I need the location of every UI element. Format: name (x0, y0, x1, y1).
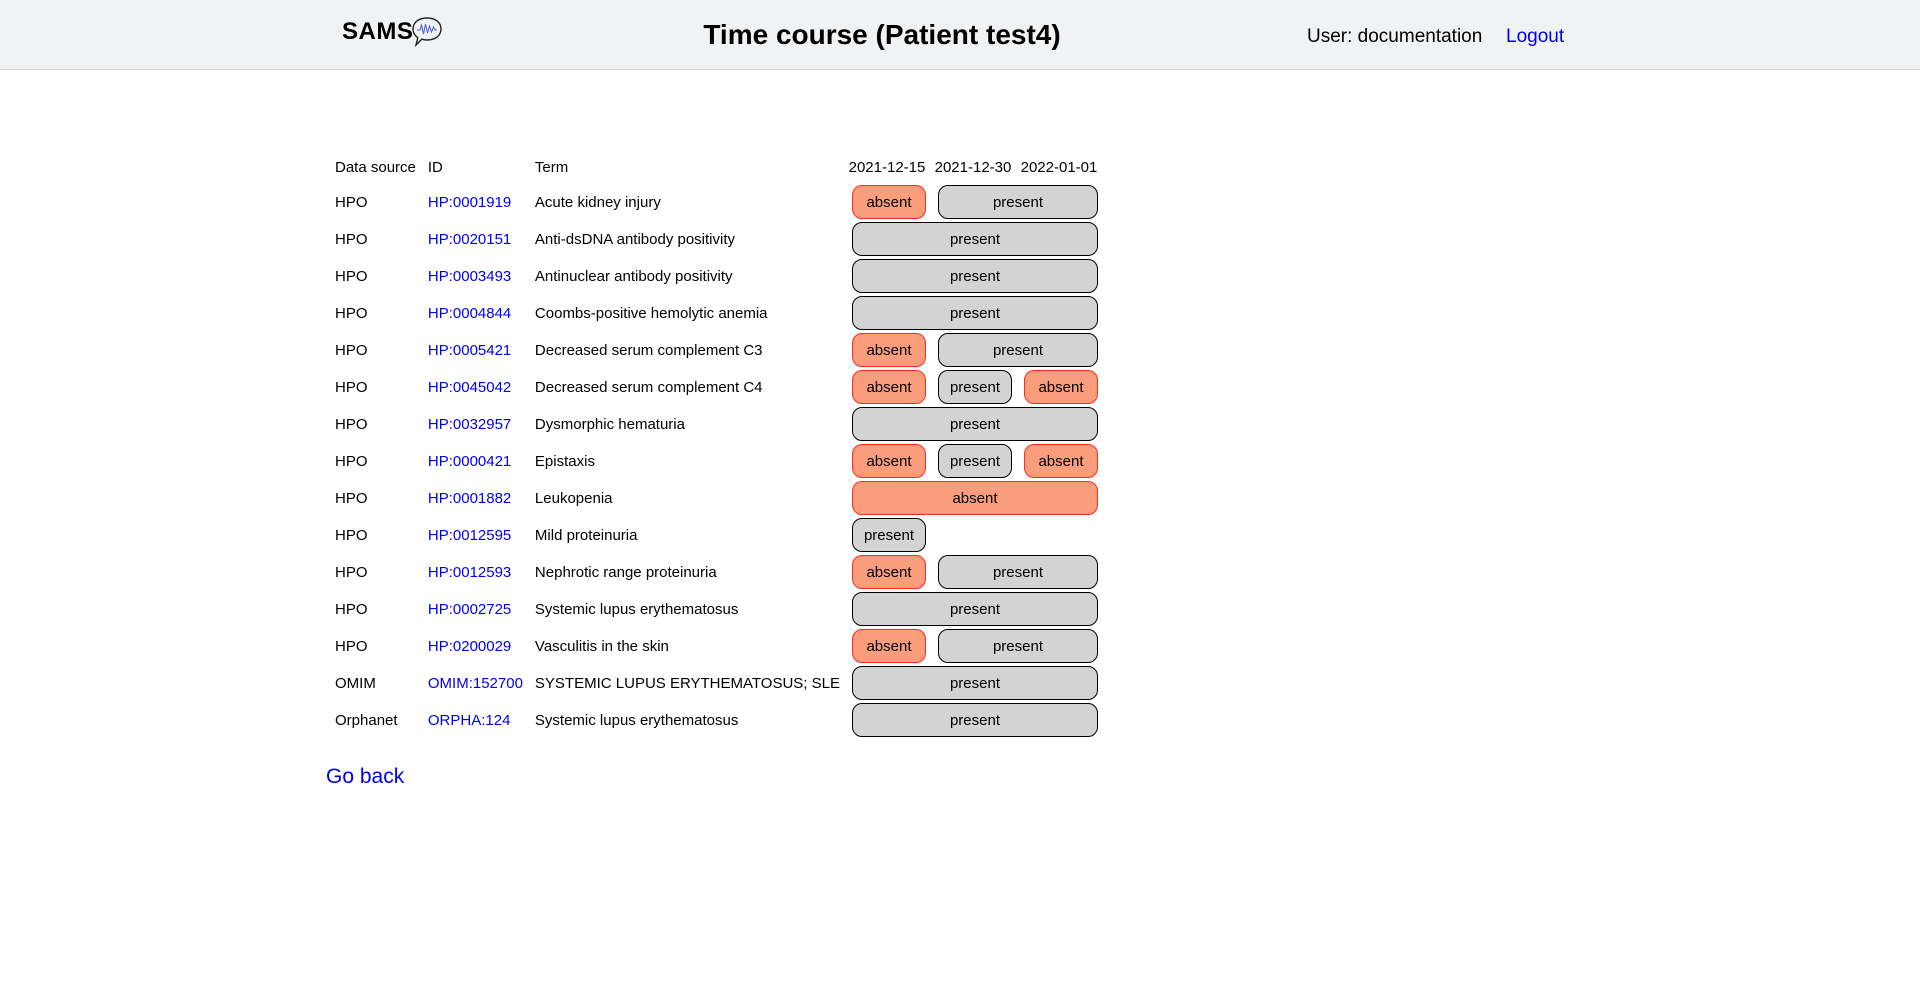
status-cell (846, 666, 1104, 700)
term-cell: Systemic lupus erythematosus (534, 600, 739, 618)
term-id-link[interactable]: HP:0000421 (427, 452, 512, 470)
term-cell: Leukopenia (534, 489, 613, 507)
term-cell: Mild proteinuria (534, 526, 638, 544)
status-cell (932, 370, 1018, 404)
status-cell (846, 222, 1104, 256)
status-present-pill[interactable]: present (938, 555, 1098, 589)
status-cell (1018, 370, 1104, 404)
time-course-table (329, 149, 1104, 740)
term-id-link[interactable]: HP:0012593 (427, 563, 512, 581)
status-cell (846, 407, 1104, 441)
term-id-link[interactable]: HP:0200029 (427, 637, 512, 655)
table-row (329, 518, 1104, 552)
status-present-pill[interactable]: present (852, 222, 1098, 256)
table-body (329, 185, 1104, 737)
status-cell (932, 555, 1104, 589)
status-absent-pill[interactable]: absent (852, 370, 926, 404)
status-cell (846, 518, 932, 552)
column-header-date: 2022-01-01 (1020, 158, 1098, 176)
status-cell (932, 629, 1104, 663)
status-present-pill[interactable]: present (938, 370, 1012, 404)
column-header-data-source: Data source (335, 158, 416, 176)
status-absent-pill[interactable]: absent (852, 185, 926, 219)
term-id-link[interactable]: HP:0004844 (427, 304, 512, 322)
term-id-link[interactable]: HP:0012595 (427, 526, 512, 544)
term-id-link[interactable]: ORPHA:124 (427, 711, 511, 729)
table-row (329, 222, 1104, 256)
status-cell (846, 555, 932, 589)
table-row (329, 333, 1104, 367)
data-source-cell: HPO (335, 341, 368, 359)
go-back-link[interactable]: Go back (326, 765, 405, 788)
id-cell (422, 259, 529, 293)
data-source-cell: OMIM (335, 674, 376, 692)
status-cell (846, 370, 932, 404)
data-source-cell: HPO (335, 489, 368, 507)
status-present-pill[interactable]: present (938, 629, 1098, 663)
status-cell (846, 592, 1104, 626)
status-present-pill[interactable]: present (938, 333, 1098, 367)
id-cell (422, 185, 529, 219)
data-source-cell: HPO (335, 378, 368, 396)
status-cell (846, 703, 1104, 737)
term-id-link[interactable]: HP:0002725 (427, 600, 512, 618)
term-cell: Anti-dsDNA antibody positivity (534, 230, 736, 248)
status-present-pill[interactable]: present (852, 407, 1098, 441)
status-cell (932, 185, 1104, 219)
term-id-link[interactable]: HP:0045042 (427, 378, 512, 396)
column-header-date: 2021-12-15 (848, 158, 926, 176)
table-row (329, 259, 1104, 293)
data-source-cell: HPO (335, 452, 368, 470)
id-cell (422, 333, 529, 367)
data-source-cell: HPO (335, 415, 368, 433)
data-source-cell: HPO (335, 230, 368, 248)
empty-status-cell (932, 518, 1104, 552)
table-row (329, 407, 1104, 441)
term-cell: Vasculitis in the skin (534, 637, 669, 655)
term-cell: Coombs-positive hemolytic anemia (534, 304, 768, 322)
table-row (329, 555, 1104, 589)
term-cell: SYSTEMIC LUPUS ERYTHEMATOSUS; SLE (534, 674, 840, 692)
status-cell (846, 259, 1104, 293)
status-absent-pill[interactable]: absent (1024, 444, 1098, 478)
status-cell (1018, 444, 1104, 478)
term-id-link[interactable]: HP:0003493 (427, 267, 512, 285)
table-row (329, 444, 1104, 478)
status-absent-pill[interactable]: absent (852, 444, 926, 478)
table-row (329, 370, 1104, 404)
status-absent-pill[interactable]: absent (852, 481, 1098, 515)
status-cell (932, 333, 1104, 367)
status-present-pill[interactable]: present (938, 444, 1012, 478)
table-row (329, 629, 1104, 663)
status-cell (932, 444, 1018, 478)
id-cell (422, 518, 529, 552)
status-present-pill[interactable]: present (852, 592, 1098, 626)
id-cell (422, 370, 529, 404)
id-cell (422, 703, 529, 737)
term-cell: Antinuclear antibody positivity (534, 267, 733, 285)
id-cell (422, 555, 529, 589)
id-cell (422, 666, 529, 700)
term-cell: Epistaxis (534, 452, 595, 470)
term-id-link[interactable]: OMIM:152700 (427, 674, 523, 692)
logout-link[interactable]: Logout (1506, 26, 1565, 47)
logo-text: SAMS (342, 18, 414, 45)
id-cell (422, 407, 529, 441)
top-bar (0, 0, 1920, 70)
page-title: Time course (Patient test4) (703, 19, 1061, 50)
status-present-pill[interactable]: present (938, 185, 1098, 219)
column-header-id: ID (427, 158, 443, 176)
status-cell (846, 185, 932, 219)
column-header-term: Term (534, 158, 569, 176)
status-absent-pill[interactable]: absent (1024, 370, 1098, 404)
term-cell: Acute kidney injury (534, 193, 661, 211)
term-cell: Systemic lupus erythematosus (534, 711, 739, 729)
status-present-pill[interactable]: present (852, 296, 1098, 330)
table-row (329, 666, 1104, 700)
status-present-pill[interactable]: present (852, 666, 1098, 700)
data-source-cell: HPO (335, 193, 368, 211)
term-id-link[interactable]: HP:0020151 (427, 230, 512, 248)
status-absent-pill[interactable]: absent (852, 629, 926, 663)
id-cell (422, 592, 529, 626)
column-header-date: 2021-12-30 (934, 158, 1012, 176)
id-cell (422, 629, 529, 663)
term-id-link[interactable]: HP:0001882 (427, 489, 512, 507)
term-cell: Nephrotic range proteinuria (534, 563, 717, 581)
data-source-cell: HPO (335, 304, 368, 322)
data-source-cell: HPO (335, 637, 368, 655)
status-absent-pill[interactable]: absent (852, 333, 926, 367)
term-id-link[interactable]: HP:0005421 (427, 341, 512, 359)
term-cell: Decreased serum complement C3 (534, 341, 763, 359)
table-row (329, 592, 1104, 626)
status-present-pill[interactable]: present (852, 259, 1098, 293)
table-row (329, 296, 1104, 330)
data-source-cell: Orphanet (335, 711, 398, 729)
term-id-link[interactable]: HP:0001919 (427, 193, 512, 211)
status-cell (846, 296, 1104, 330)
term-id-link[interactable]: HP:0032957 (427, 415, 512, 433)
table-row (329, 703, 1104, 737)
id-cell (422, 481, 529, 515)
status-present-pill[interactable]: present (852, 518, 926, 552)
id-cell (422, 222, 529, 256)
table-row (329, 481, 1104, 515)
table-row (329, 185, 1104, 219)
table-header-row (329, 152, 1104, 182)
term-cell: Dysmorphic hematuria (534, 415, 685, 433)
term-cell: Decreased serum complement C4 (534, 378, 763, 396)
id-cell (422, 444, 529, 478)
data-source-cell: HPO (335, 267, 368, 285)
status-absent-pill[interactable]: absent (852, 555, 926, 589)
status-cell (846, 629, 932, 663)
user-label: User: documentation (1307, 26, 1483, 47)
data-source-cell: HPO (335, 563, 368, 581)
status-cell (846, 333, 932, 367)
status-present-pill[interactable]: present (852, 703, 1098, 737)
status-cell (846, 444, 932, 478)
status-cell (846, 481, 1104, 515)
id-cell (422, 296, 529, 330)
data-source-cell: HPO (335, 600, 368, 618)
data-source-cell: HPO (335, 526, 368, 544)
